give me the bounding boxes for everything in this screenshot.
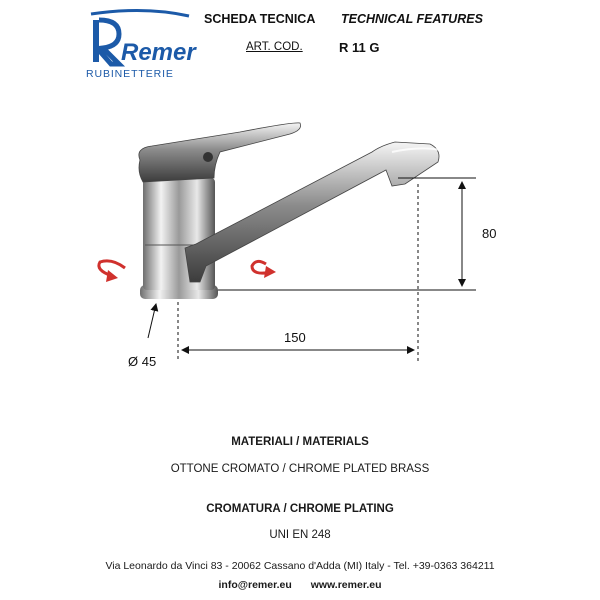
footer-contact <box>0 579 600 591</box>
logo-subtitle: RUBINETTERIE <box>86 68 174 80</box>
rotation-arrowhead-right <box>264 266 276 278</box>
dimension-diameter: Ø 45 <box>128 354 157 369</box>
footer-email-link[interactable]: info@remer.eu <box>218 579 292 591</box>
plating-heading: CROMATURA / CHROME PLATING <box>206 503 394 515</box>
footer-website-link[interactable]: www.remer.eu <box>310 579 382 591</box>
faucet-drawing <box>0 100 600 390</box>
logo-text: Remer <box>121 39 196 66</box>
art-code-value: R 11 G <box>339 40 380 55</box>
footer-address: Via Leonardo da Vinci 83 - 20062 Cassano d'Adda (MI) Italy - Tel. +39-0363 364211 <box>105 560 495 572</box>
materials-value: OTTONE CROMATO / CHROME PLATED BRASS <box>170 463 430 475</box>
materials-heading: MATERIALI / MATERIALS <box>231 436 369 448</box>
faucet-lever <box>139 123 301 182</box>
faucet-spout <box>185 142 440 282</box>
dimension-height: 80 <box>482 226 497 241</box>
plating-value: UNI EN 248 <box>269 529 331 541</box>
dimension-reach: 150 <box>284 330 306 345</box>
scheda-tecnica-title: SCHEDA TECNICA <box>204 12 316 26</box>
technical-features-title: TECHNICAL FEATURES <box>341 12 483 26</box>
rotation-arrowhead-left <box>106 270 118 282</box>
art-code-label: ART. COD. <box>246 41 303 53</box>
